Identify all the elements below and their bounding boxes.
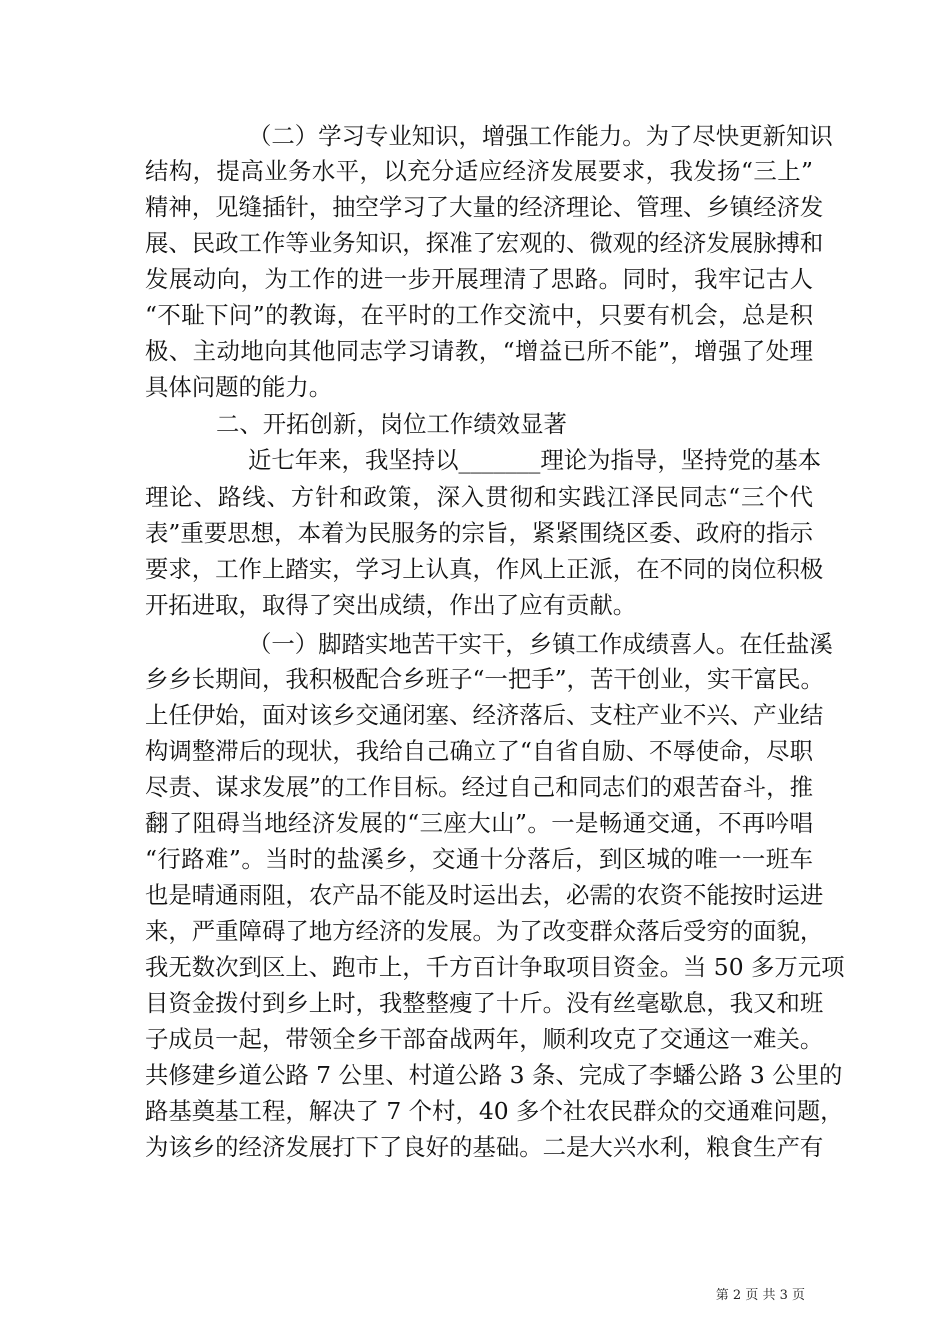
paragraph-line: 乡乡长期间，我积极配合乡班子“一把手”，苦干创业，实干富民。	[145, 665, 824, 693]
paragraph-line: 近七年来，我坚持以_______理论为指导，坚持党的基本	[248, 446, 822, 474]
paragraph-line: （二）学习专业知识，增强工作能力。为了尽快更新知识	[248, 122, 833, 150]
paragraph-line: 展、民政工作等业务知识，探准了宏观的、微观的经济发展脉搏和	[145, 229, 824, 257]
paragraph-line: 结构，提高业务水平，以充分适应经济发展要求，我发扬“三上”	[145, 157, 813, 185]
paragraph-line: 极、主动地向其他同志学习请教，“增益已所不能”，增强了处理	[145, 337, 813, 365]
paragraph-line: （一）脚踏实地苦干实干，乡镇工作成绩喜人。在任盐溪	[248, 630, 833, 658]
paragraph-line: 共修建乡道公路 7 公里、村道公路 3 条、完成了李蟠公路 3 公里的	[145, 1061, 843, 1089]
page-number: 第 2 页 共 3 页	[715, 1288, 805, 1303]
paragraph-line: 翻了阻碍当地经济发展的“三座大山”。一是畅通交通，不再吟唱	[145, 809, 813, 837]
paragraph-line: 发展动向，为工作的进一步开展理清了思路。同时，我牢记古人	[145, 265, 813, 293]
paragraph-line: 上任伊始，面对该乡交通闭塞、经济落后、支柱产业不兴、产业结	[145, 701, 824, 729]
paragraph-line: 我无数次到区上、跑市上，千方百计争取项目资金。当 50 多万元项	[145, 953, 845, 981]
paragraph-line: 精神，见缝插针，抽空学习了大量的经济理论、管理、乡镇经济发	[145, 193, 824, 221]
paragraph-line: 构调整滞后的现状，我给自己确立了“自省自励、不辱使命，尽职	[145, 737, 813, 765]
paragraph-line: 开拓进取，取得了突出成绩，作出了应有贡献。	[145, 591, 637, 619]
paragraph-line: 来，严重障碍了地方经济的发展。为了改变群众落后受穷的面貌，	[145, 917, 824, 945]
paragraph-line: 路基奠基工程，解决了 7 个村，40 多个社农民群众的交通难问题，	[145, 1097, 844, 1125]
paragraph-line: 为该乡的经济发展打下了良好的基础。二是大兴水利，粮食生产有	[145, 1133, 824, 1161]
paragraph-line: 也是晴通雨阻，农产品不能及时运出去，必需的农资不能按时运进	[145, 881, 824, 909]
section-heading: 二、开拓创新，岗位工作绩效显著	[216, 410, 567, 438]
paragraph-line: 要求，工作上踏实，学习上认真，作风上正派，在不同的岗位积极	[145, 555, 824, 583]
paragraph-line: “行路难”。当时的盐溪乡，交通十分落后，到区城的唯一一班车	[145, 845, 813, 873]
paragraph-line: “不耻下问”的教诲，在平时的工作交流中，只要有机会，总是积	[145, 301, 813, 329]
paragraph-line: 子成员一起，带领全乡干部奋战两年，顺利攻克了交通这一难关。	[145, 1025, 824, 1053]
paragraph-line: 理论、路线、方针和政策，深入贯彻和实践江泽民同志“三个代	[145, 483, 813, 511]
paragraph-line: 具体问题的能力。	[145, 373, 333, 401]
paragraph-line: 目资金拨付到乡上时，我整整瘦了十斤。没有丝毫歇息，我又和班	[145, 989, 824, 1017]
paragraph-line: 表”重要思想，本着为民服务的宗旨，紧紧围绕区委、政府的指示	[145, 519, 813, 547]
paragraph-line: 尽责、谋求发展”的工作目标。经过自己和同志们的艰苦奋斗，推	[145, 773, 813, 801]
